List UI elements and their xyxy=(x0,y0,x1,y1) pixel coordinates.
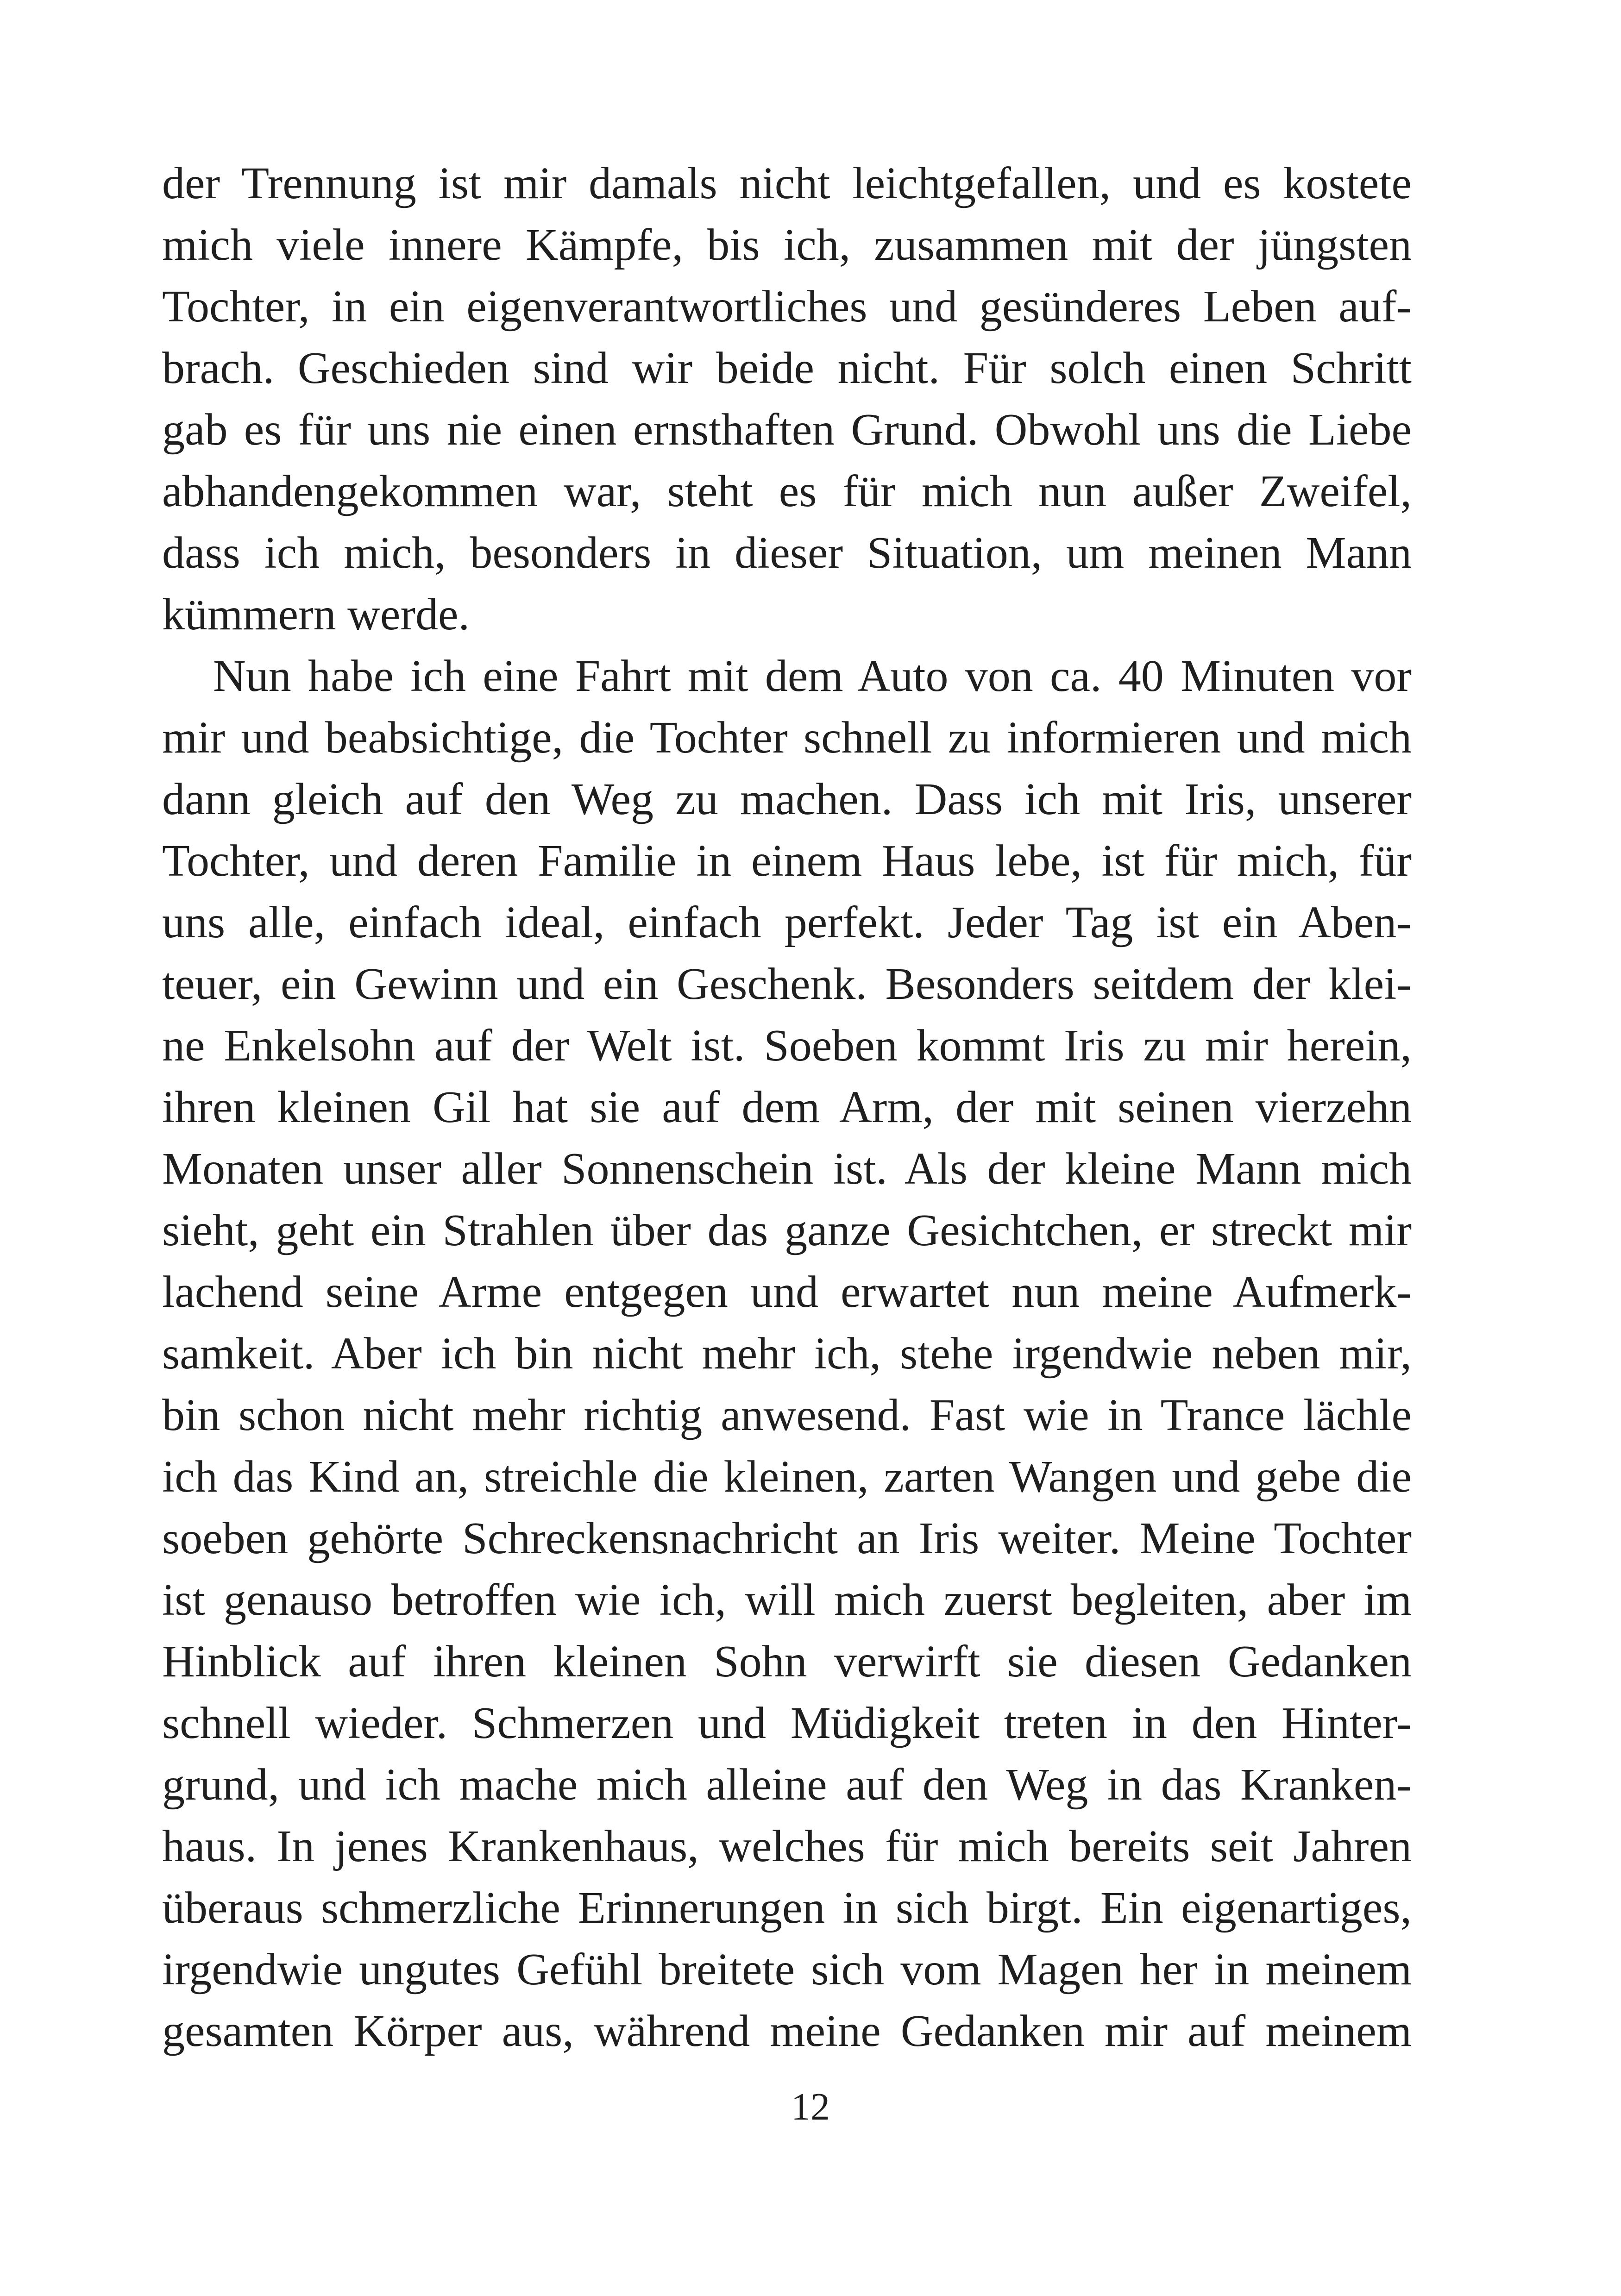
text-line: sieht, geht ein Strahlen über das ganze Gesichtchen, er streckt mir xyxy=(162,1205,1412,1255)
text-line: ihren kleinen Gil hat sie auf dem Arm, der mit seinen vierzehn xyxy=(162,1082,1412,1132)
text-line: brach. Geschieden sind wir beide nicht. Für solch einen Schritt xyxy=(162,343,1412,393)
text-line: uns alle, einfach ideal, einfach perfekt. Jeder Tag ist ein Aben- xyxy=(162,897,1412,947)
text-line: teuer, ein Gewinn und ein Geschenk. Besonders seitdem der klei- xyxy=(162,959,1412,1009)
text-line: ist genauso betroffen wie ich, will mich zuerst begleiten, aber im xyxy=(162,1575,1412,1625)
text-line: soeben gehörte Schreckensnachricht an Iris weiter. Meine Tochter xyxy=(162,1513,1412,1563)
text-line: Tochter, in ein eigenverantwortliches und gesünderes Leben auf- xyxy=(162,282,1412,332)
body-text xyxy=(162,153,1412,2062)
text-line: Monaten unser aller Sonnenschein ist. Als der kleine Mann mich xyxy=(162,1144,1412,1194)
text-line: schnell wieder. Schmerzen und Müdigkeit treten in den Hinter- xyxy=(162,1698,1412,1748)
text-line: Hinblick auf ihren kleinen Sohn verwirft sie diesen Gedanken xyxy=(162,1637,1412,1687)
page-number: 12 xyxy=(791,2085,830,2128)
text-line: dass ich mich, besonders in dieser Situation, um meinen Mann xyxy=(162,528,1412,578)
text-line: Nun habe ich eine Fahrt mit dem Auto von ca. 40 Minuten vor xyxy=(213,651,1412,701)
text-line: gab es für uns nie einen ernsthaften Grund. Obwohl uns die Liebe xyxy=(162,405,1412,455)
text-line: gesamten Körper aus, während meine Gedanken mir auf meinem xyxy=(162,2006,1412,2056)
text-line: mich viele innere Kämpfe, bis ich, zusammen mit der jüngsten xyxy=(162,220,1412,270)
text-line: überaus schmerzliche Erinnerungen in sich birgt. Ein eigenartiges, xyxy=(162,1883,1412,1933)
text-line: mir und beabsichtige, die Tochter schnell zu informieren und mich xyxy=(162,713,1412,763)
text-line: irgendwie ungutes Gefühl breitete sich vom Magen her in meinem xyxy=(162,1945,1412,1995)
text-line: kümmern werde. xyxy=(162,590,470,640)
text-line: abhandengekommen war, steht es für mich nun außer Zweifel, xyxy=(162,466,1412,516)
text-line: dann gleich auf den Weg zu machen. Dass ich mit Iris, unserer xyxy=(162,774,1412,824)
text-line: lachend seine Arme entgegen und erwartet nun meine Aufmerk- xyxy=(162,1267,1412,1317)
text-line: der Trennung ist mir damals nicht leichtgefallen, und es kostete xyxy=(162,158,1412,208)
text-line: grund, und ich mache mich alleine auf den Weg in das Kranken- xyxy=(162,1760,1412,1810)
text-line: ich das Kind an, streichle die kleinen, zarten Wangen und gebe die xyxy=(162,1452,1412,1502)
text-line: samkeit. Aber ich bin nicht mehr ich, stehe irgendwie neben mir, xyxy=(162,1329,1412,1379)
text-line: haus. In jenes Krankenhaus, welches für mich bereits seit Jahren xyxy=(162,1821,1412,1871)
text-line: bin schon nicht mehr richtig anwesend. Fast wie in Trance lächle xyxy=(162,1390,1412,1440)
text-line: Tochter, und deren Familie in einem Haus lebe, ist für mich, für xyxy=(162,836,1412,886)
text-line: ne Enkelsohn auf der Welt ist. Soeben kommt Iris zu mir herein, xyxy=(162,1021,1412,1071)
